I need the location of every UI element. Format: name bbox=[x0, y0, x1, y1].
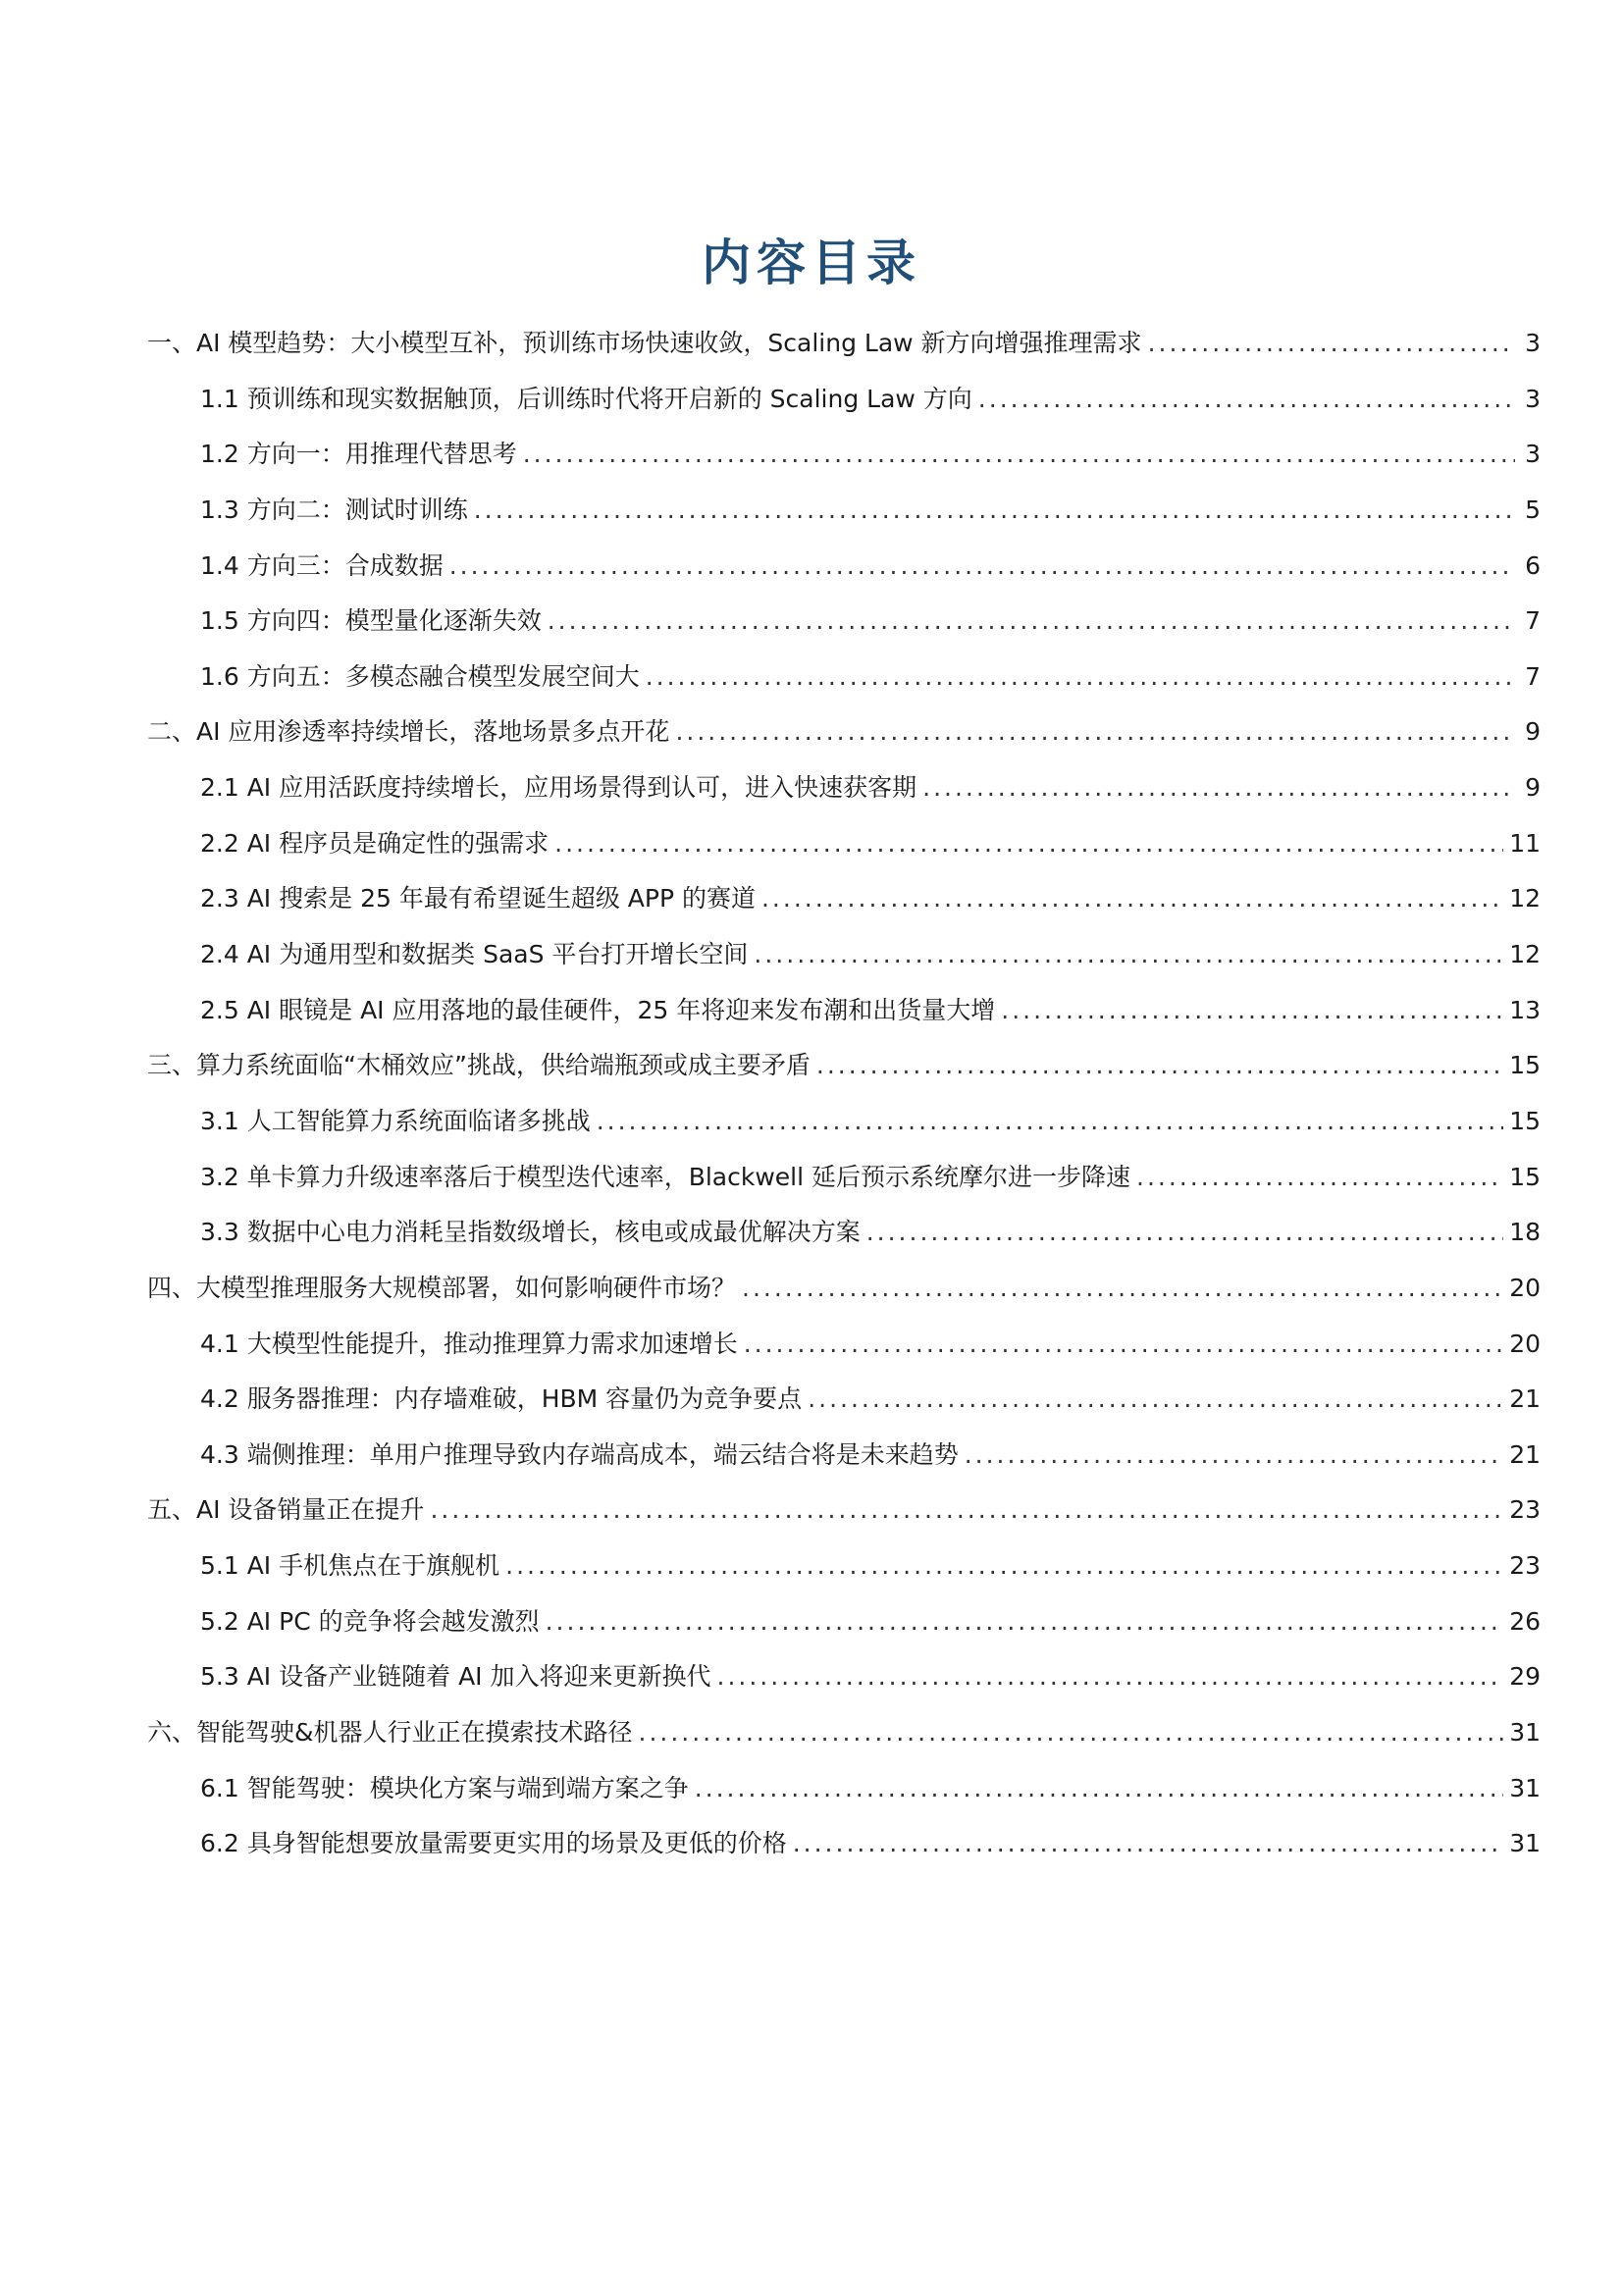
toc-subsection-entry[interactable] bbox=[147, 1330, 1541, 1385]
toc-page-number: 6 bbox=[1525, 550, 1541, 580]
toc-page-number: 20 bbox=[1509, 1273, 1541, 1302]
toc-subsection-entry[interactable] bbox=[147, 606, 1541, 662]
toc-subsection-entry[interactable] bbox=[147, 385, 1541, 441]
toc-page-number: 3 bbox=[1525, 384, 1541, 413]
toc-page-number: 15 bbox=[1509, 1162, 1541, 1191]
toc-dot-leader bbox=[505, 1551, 1503, 1581]
toc-entry-label: 1.4 方向三：合成数据 bbox=[200, 550, 444, 580]
toc-page-number: 15 bbox=[1509, 1106, 1541, 1135]
toc-dot-leader bbox=[639, 1718, 1504, 1748]
toc-dot-leader bbox=[754, 940, 1503, 969]
toc-dot-leader bbox=[866, 1218, 1503, 1247]
toc-dot-leader bbox=[474, 496, 1515, 525]
toc-page-number: 12 bbox=[1509, 940, 1541, 969]
toc-entry-label: 2.2 AI 程序员是确定性的强需求 bbox=[200, 828, 550, 858]
toc-subsection-entry[interactable] bbox=[147, 996, 1541, 1052]
toc-subsection-entry[interactable] bbox=[147, 1662, 1541, 1718]
toc-page-number: 31 bbox=[1509, 1718, 1541, 1748]
toc-entry-label: 3.3 数据中心电力消耗呈指数级增长，核电或成最优解决方案 bbox=[200, 1218, 861, 1247]
toc-entry-label: 1.1 预训练和现实数据触顶，后训练时代将开启新的 Scaling Law 方向 bbox=[200, 384, 972, 413]
toc-dot-leader bbox=[449, 551, 1515, 581]
toc-dot-leader bbox=[1136, 1163, 1503, 1192]
toc-entry-label: 六、智能驾驶&机器人行业正在摸索技术路径 bbox=[147, 1718, 633, 1748]
toc-entry-label: 2.3 AI 搜索是 25 年最有希望诞生超级 APP 的赛道 bbox=[200, 884, 756, 913]
toc-dot-leader bbox=[816, 1051, 1503, 1080]
toc-page-number: 9 bbox=[1525, 773, 1541, 803]
toc-subsection-entry[interactable] bbox=[147, 440, 1541, 496]
toc-entry-label: 五、AI 设备销量正在提升 bbox=[147, 1495, 425, 1525]
toc-subsection-entry[interactable] bbox=[147, 773, 1541, 829]
toc-dot-leader bbox=[793, 1829, 1503, 1858]
toc-entry-label: 1.6 方向五：多模态融合模型发展空间大 bbox=[200, 661, 640, 691]
toc-entry-label: 4.3 端侧推理：单用户推理导致内存端高成本，端云结合将是未来趋势 bbox=[200, 1439, 959, 1469]
toc-page-number: 23 bbox=[1509, 1495, 1541, 1525]
toc-dot-leader bbox=[717, 1662, 1504, 1692]
toc-subsection-entry[interactable] bbox=[147, 496, 1541, 551]
toc-subsection-entry[interactable] bbox=[147, 1163, 1541, 1219]
toc-entry-label: 1.3 方向二：测试时训练 bbox=[200, 495, 468, 524]
toc-dot-leader bbox=[1148, 329, 1515, 358]
toc-subsection-entry[interactable] bbox=[147, 1384, 1541, 1440]
toc-entry-label: 3.2 单卡算力升级速率落后于模型迭代速率，Blackwell 延后预示系统摩尔进一步降速 bbox=[200, 1162, 1131, 1191]
toc-section-entry[interactable] bbox=[147, 1051, 1541, 1107]
toc-subsection-entry[interactable] bbox=[147, 940, 1541, 996]
toc-subsection-entry[interactable] bbox=[147, 884, 1541, 940]
toc-dot-leader bbox=[965, 1440, 1503, 1470]
toc-entry-label: 3.1 人工智能算力系统面临诸多挑战 bbox=[200, 1106, 591, 1135]
toc-page-number: 3 bbox=[1525, 440, 1541, 469]
toc-dot-leader bbox=[554, 829, 1503, 859]
toc-subsection-entry[interactable] bbox=[147, 1829, 1541, 1885]
toc-page-number: 26 bbox=[1509, 1606, 1541, 1636]
toc-subsection-entry[interactable] bbox=[147, 1440, 1541, 1496]
toc-dot-leader bbox=[761, 884, 1503, 913]
toc-entry-label: 1.5 方向四：模型量化逐渐失效 bbox=[200, 606, 542, 636]
toc-dot-leader bbox=[808, 1384, 1503, 1414]
toc-entry-label: 5.1 AI 手机焦点在于旗舰机 bbox=[200, 1551, 500, 1581]
page-title: 内容目录 bbox=[702, 235, 921, 291]
toc-page-number: 31 bbox=[1509, 1829, 1541, 1858]
toc-subsection-entry[interactable] bbox=[147, 1218, 1541, 1274]
toc-entry-label: 5.3 AI 设备产业链随着 AI 加入将迎来更新换代 bbox=[200, 1662, 711, 1692]
toc-entry-label: 6.2 具身智能想要放量需要更实用的场景及更低的价格 bbox=[200, 1829, 787, 1858]
toc-section-entry[interactable] bbox=[147, 1274, 1541, 1330]
toc-page-number: 15 bbox=[1509, 1051, 1541, 1080]
toc-dot-leader bbox=[546, 1607, 1504, 1637]
toc-page-number: 23 bbox=[1509, 1551, 1541, 1581]
toc-entry-label: 2.4 AI 为通用型和数据类 SaaS 平台打开增长空间 bbox=[200, 940, 749, 969]
toc-page-number: 20 bbox=[1509, 1329, 1541, 1358]
toc-section-entry[interactable] bbox=[147, 1718, 1541, 1774]
toc-dot-leader bbox=[646, 662, 1515, 692]
toc-entry-label: 4.1 大模型性能提升，推动推理算力需求加速增长 bbox=[200, 1329, 738, 1358]
toc-page-number: 11 bbox=[1509, 828, 1541, 858]
toc-subsection-entry[interactable] bbox=[147, 1107, 1541, 1163]
toc-page-number: 3 bbox=[1525, 329, 1541, 357]
toc-section-entry[interactable] bbox=[147, 329, 1541, 385]
table-of-contents bbox=[147, 329, 1541, 1885]
toc-dot-leader bbox=[597, 1107, 1503, 1136]
toc-entry-label: 6.1 智能驾驶：模块化方案与端到端方案之争 bbox=[200, 1773, 689, 1802]
toc-page-number: 5 bbox=[1525, 495, 1541, 524]
toc-dot-leader bbox=[523, 440, 1515, 469]
toc-entry-label: 一、AI 模型趋势：大小模型互补，预训练市场快速收敛，Scaling Law 新方向增强推理需求 bbox=[147, 329, 1142, 357]
toc-dot-leader bbox=[744, 1330, 1503, 1359]
toc-dot-leader bbox=[548, 606, 1515, 636]
toc-entry-label: 1.2 方向一：用推理代替思考 bbox=[200, 440, 517, 469]
toc-page-number: 12 bbox=[1509, 884, 1541, 913]
toc-section-entry[interactable] bbox=[147, 1495, 1541, 1551]
toc-subsection-entry[interactable] bbox=[147, 829, 1541, 885]
toc-page-number: 18 bbox=[1509, 1218, 1541, 1247]
toc-dot-leader bbox=[675, 717, 1515, 747]
toc-page-number: 9 bbox=[1525, 717, 1541, 747]
toc-page-number: 31 bbox=[1509, 1773, 1541, 1802]
toc-page-number: 13 bbox=[1509, 995, 1541, 1024]
toc-subsection-entry[interactable] bbox=[147, 662, 1541, 718]
toc-dot-leader bbox=[922, 773, 1515, 803]
toc-entry-label: 2.1 AI 应用活跃度持续增长，应用场景得到认可，进入快速获客期 bbox=[200, 773, 917, 803]
toc-entry-label: 4.2 服务器推理：内存墙难破，HBM 容量仍为竞争要点 bbox=[200, 1384, 803, 1414]
toc-page-number: 21 bbox=[1509, 1384, 1541, 1414]
toc-dot-leader bbox=[695, 1774, 1503, 1803]
toc-entry-label: 5.2 AI PC 的竞争将会越发激烈 bbox=[200, 1606, 540, 1636]
toc-subsection-entry[interactable] bbox=[147, 1551, 1541, 1607]
toc-entry-label: 四、大模型推理服务大规模部署，如何影响硬件市场？ bbox=[147, 1273, 737, 1302]
toc-entry-label: 三、算力系统面临“木桶效应”挑战，供给端瓶颈或成主要矛盾 bbox=[147, 1051, 811, 1080]
toc-subsection-entry[interactable] bbox=[147, 551, 1541, 607]
toc-page-number: 7 bbox=[1525, 606, 1541, 636]
toc-dot-leader bbox=[742, 1274, 1503, 1303]
toc-dot-leader bbox=[978, 385, 1515, 414]
toc-dot-leader bbox=[430, 1495, 1503, 1525]
toc-dot-leader bbox=[1001, 996, 1503, 1025]
toc-section-entry[interactable] bbox=[147, 717, 1541, 773]
toc-entry-label: 2.5 AI 眼镜是 AI 应用落地的最佳硬件，25 年将迎来发布潮和出货量大增 bbox=[200, 995, 996, 1024]
toc-page-number: 7 bbox=[1525, 661, 1541, 691]
toc-entry-label: 二、AI 应用渗透率持续增长，落地场景多点开花 bbox=[147, 717, 670, 747]
toc-subsection-entry[interactable] bbox=[147, 1607, 1541, 1663]
toc-page-number: 29 bbox=[1509, 1662, 1541, 1692]
toc-subsection-entry[interactable] bbox=[147, 1774, 1541, 1830]
toc-page-number: 21 bbox=[1509, 1439, 1541, 1469]
